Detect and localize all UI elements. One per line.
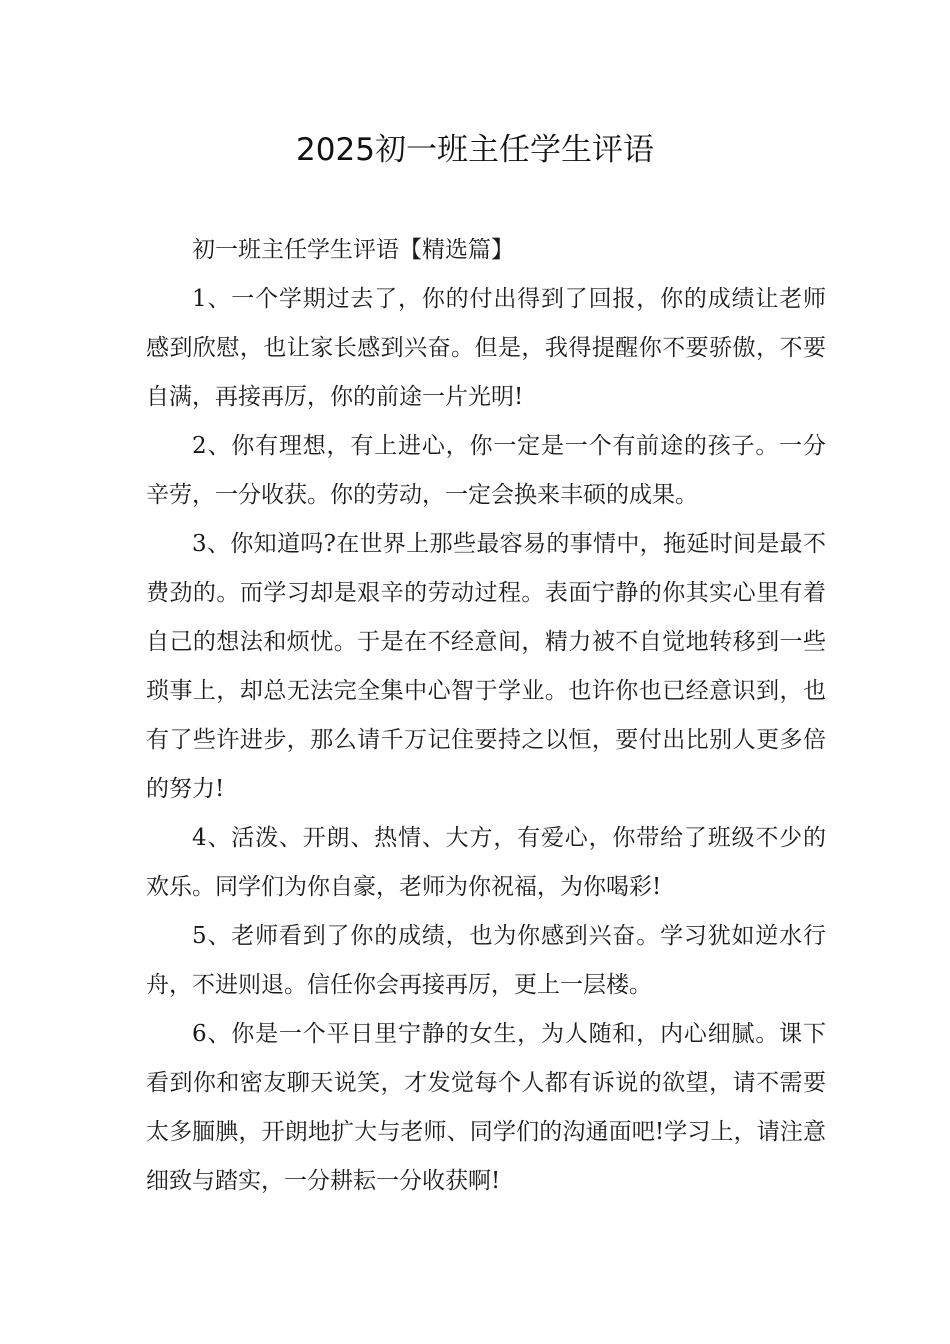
comment-paragraph-6: 6、你是一个平日里宁静的女生，为人随和，内心细腻。课下看到你和密友聊天说笑，才发觉每个人都有诉说的欲望，请不需要太多腼腆，开朗地扩大与老师、同学们的沟通面吧!学习上，请注意细致与踏实，一分耕耘一分收获啊! <box>146 1021 826 1194</box>
document-title: 2025初一班主任学生评语 <box>296 132 654 168</box>
comment-paragraph-1: 1、一个学期过去了，你的付出得到了回报，你的成绩让老师感到欣慰，也让家长感到兴奋。但是，我得提醒你不要骄傲，不要自满，再接再厉，你的前途一片光明! <box>146 286 826 410</box>
document-body <box>146 226 826 1206</box>
section-heading: 初一班主任学生评语【精选篇】 <box>192 237 514 263</box>
comment-paragraph-4: 4、活泼、开朗、热情、大方，有爱心，你带给了班级不少的欢乐。同学们为你自豪，老师为你祝福，为你喝彩! <box>146 825 826 900</box>
comment-paragraph-3: 3、你知道吗?在世界上那些最容易的事情中，拖延时间是最不费劲的。而学习却是艰辛的劳动过程。表面宁静的你其实心里有着自己的想法和烦忧。于是在不经意间，精力被不自觉地转移到一些琐事上，却总无法完全集中心智于学业。也许你也已经意识到，也有了些许进步，那么请千万记住要持之以恒，要付出比别人更多倍的努力! <box>146 531 826 802</box>
comment-paragraph-5: 5、老师看到了你的成绩，也为你感到兴奋。学习犹如逆水行舟，不进则退。信任你会再接再厉，更上一层楼。 <box>146 923 826 998</box>
comment-paragraph-2: 2、你有理想，有上进心，你一定是一个有前途的孩子。一分辛劳，一分收获。你的劳动，一定会换来丰硕的成果。 <box>146 433 826 508</box>
